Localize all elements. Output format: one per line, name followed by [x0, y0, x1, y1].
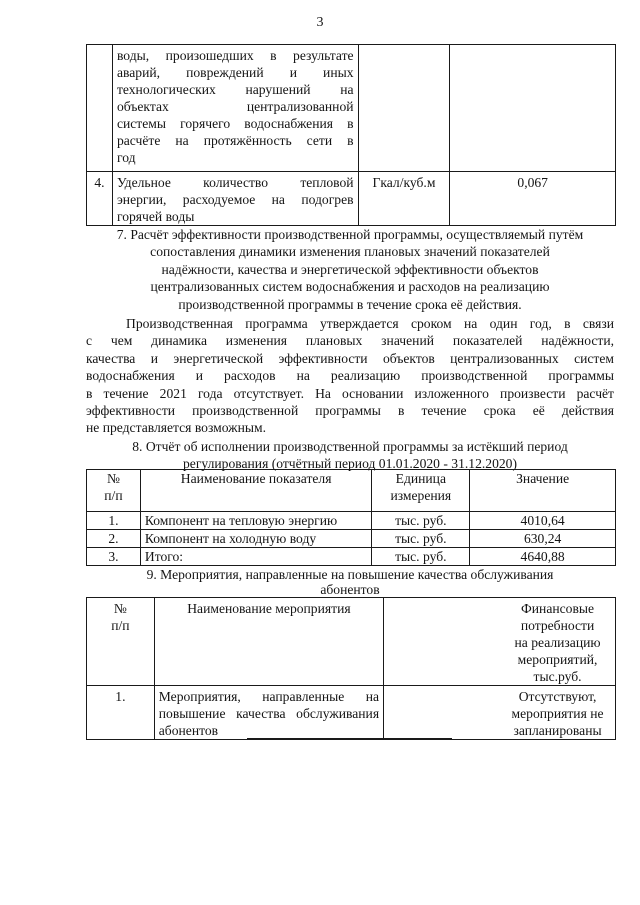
report-table: [86, 469, 616, 566]
unit-cell: Гкал/куб.м: [358, 172, 450, 226]
finance-line: мероприятия не: [511, 706, 604, 721]
paragraph-line: с чем динамика изменения плановых значений показателей надёжности,: [86, 333, 614, 349]
heading-line: абонентов: [320, 582, 380, 598]
finance-line: Отсутствуют,: [518, 689, 597, 704]
header-line: п/п: [104, 488, 123, 503]
value-cell: [450, 45, 616, 172]
section-7-heading: [86, 226, 614, 313]
paragraph-line: не представляется возможным.: [86, 420, 266, 436]
unit-cell: [358, 45, 450, 172]
heading-line: регулирования (отчётный период 01.01.2020 - 31.12.2020): [182, 456, 517, 472]
row-number-cell: 2.: [87, 530, 141, 548]
heading-line: сопоставления динамики изменения плановых значений показателей: [150, 244, 550, 260]
table-header-row: [87, 598, 616, 686]
measures-table: [86, 597, 616, 740]
row-number-cell: 1.: [87, 512, 141, 530]
col-header-name: Наименование показателя: [140, 470, 372, 512]
table-row: [87, 530, 616, 548]
col-header-number: [87, 598, 155, 686]
indicator-line: энергии, расходуемое на подогрев: [116, 192, 354, 207]
header-line: измерения: [390, 488, 452, 503]
indicator-name-cell: Компонент на тепловую энергию: [140, 512, 372, 530]
indicator-line: расчёте на протяжённость сети в: [116, 133, 354, 148]
measure-line: Мероприятия, направленные на: [158, 689, 380, 704]
value-cell: 4010,64: [470, 512, 616, 530]
table-row: [87, 512, 616, 530]
table-row: [87, 172, 616, 226]
unit-cell: тыс. руб.: [372, 548, 470, 566]
paragraph-line: в течение 2021 года отсутствует. На основании изложенного произвести расчёт: [86, 385, 614, 401]
indicator-line: системы горячего водоснабжения в: [116, 116, 354, 131]
heading-line: 8. Отчёт об исполнении производственной программы за истёкший период: [132, 439, 568, 454]
indicator-line: объектах централизованной: [116, 99, 354, 114]
heading-line: надёжности, качества и энергетической эффективности объектов: [161, 261, 539, 277]
header-line: Единица: [395, 471, 446, 486]
col-header-finance: [384, 598, 616, 686]
closing-rule: [247, 738, 452, 739]
col-header-name: Наименование мероприятия: [154, 598, 383, 686]
paragraph-line: качества и энергетической эффективности объектов централизованных систем: [86, 350, 614, 366]
indicator-line: воды, произошедших в результате: [116, 48, 354, 63]
value-cell: 0,067: [450, 172, 616, 226]
paragraph-line: Производственная программа утверждается сроком на один год, в связи: [126, 316, 614, 331]
indicator-line: технологических нарушений на: [116, 82, 354, 97]
col-header-number: [87, 470, 141, 512]
paragraph-line: эффективности производственной программы в течение срока её действия: [86, 403, 614, 419]
finance-line: запланированы: [513, 723, 602, 738]
indicator-name-cell: [112, 172, 358, 226]
indicator-line: Удельное количество тепловой: [116, 175, 354, 190]
indicator-line: горячей воды: [116, 209, 195, 224]
table-row: [87, 548, 616, 566]
unit-cell: тыс. руб.: [372, 512, 470, 530]
heading-line: централизованных систем водоснабжения и расходов на реализацию: [150, 279, 550, 295]
row-number-cell: [87, 45, 113, 172]
header-line: на реализацию: [514, 635, 601, 650]
row-number-cell: 3.: [87, 548, 141, 566]
finance-cell: [384, 686, 616, 740]
header-line: мероприятий, тыс.руб.: [517, 652, 598, 684]
header-line: п/п: [111, 618, 130, 633]
header-line: Финансовые: [521, 601, 595, 616]
unit-cell: тыс. руб.: [372, 530, 470, 548]
col-header-unit: [372, 470, 470, 512]
section-9-heading: [86, 566, 614, 597]
section-8-heading: [86, 438, 614, 473]
heading-line: 7. Расчёт эффективности производственной программы, осуществляемый путём: [116, 227, 584, 242]
heading-line: производственной программы в течение срока её действия.: [178, 296, 522, 312]
value-cell: 4640,88: [470, 548, 616, 566]
indicator-line: год: [116, 150, 136, 165]
indicators-table: [86, 44, 616, 226]
heading-line: 9. Мероприятия, направленные на повышение качества обслуживания: [146, 567, 554, 582]
col-header-value: Значение: [470, 470, 616, 512]
indicator-name-cell: Компонент на холодную воду: [140, 530, 372, 548]
header-line: №: [113, 601, 127, 616]
table-header-row: [87, 470, 616, 512]
table-row: [87, 686, 616, 740]
indicator-name-cell: Итого:: [140, 548, 372, 566]
paragraph-line: водоснабжения и расходов на реализацию производственной программы: [86, 368, 614, 384]
table-row: [87, 45, 616, 172]
indicator-name-cell: [112, 45, 358, 172]
row-number-cell: 1.: [87, 686, 155, 740]
section-7-paragraph: [86, 315, 614, 437]
header-line: №: [106, 471, 120, 486]
header-line: потребности: [520, 618, 595, 633]
row-number-cell: 4.: [87, 172, 113, 226]
measure-line: повышение качества обслуживания: [158, 706, 380, 721]
page-number: 3: [316, 15, 324, 30]
indicator-line: аварий, повреждений и иных: [116, 65, 354, 80]
value-cell: 630,24: [470, 530, 616, 548]
measure-line: абонентов: [158, 723, 219, 738]
measure-name-cell: [154, 686, 383, 740]
